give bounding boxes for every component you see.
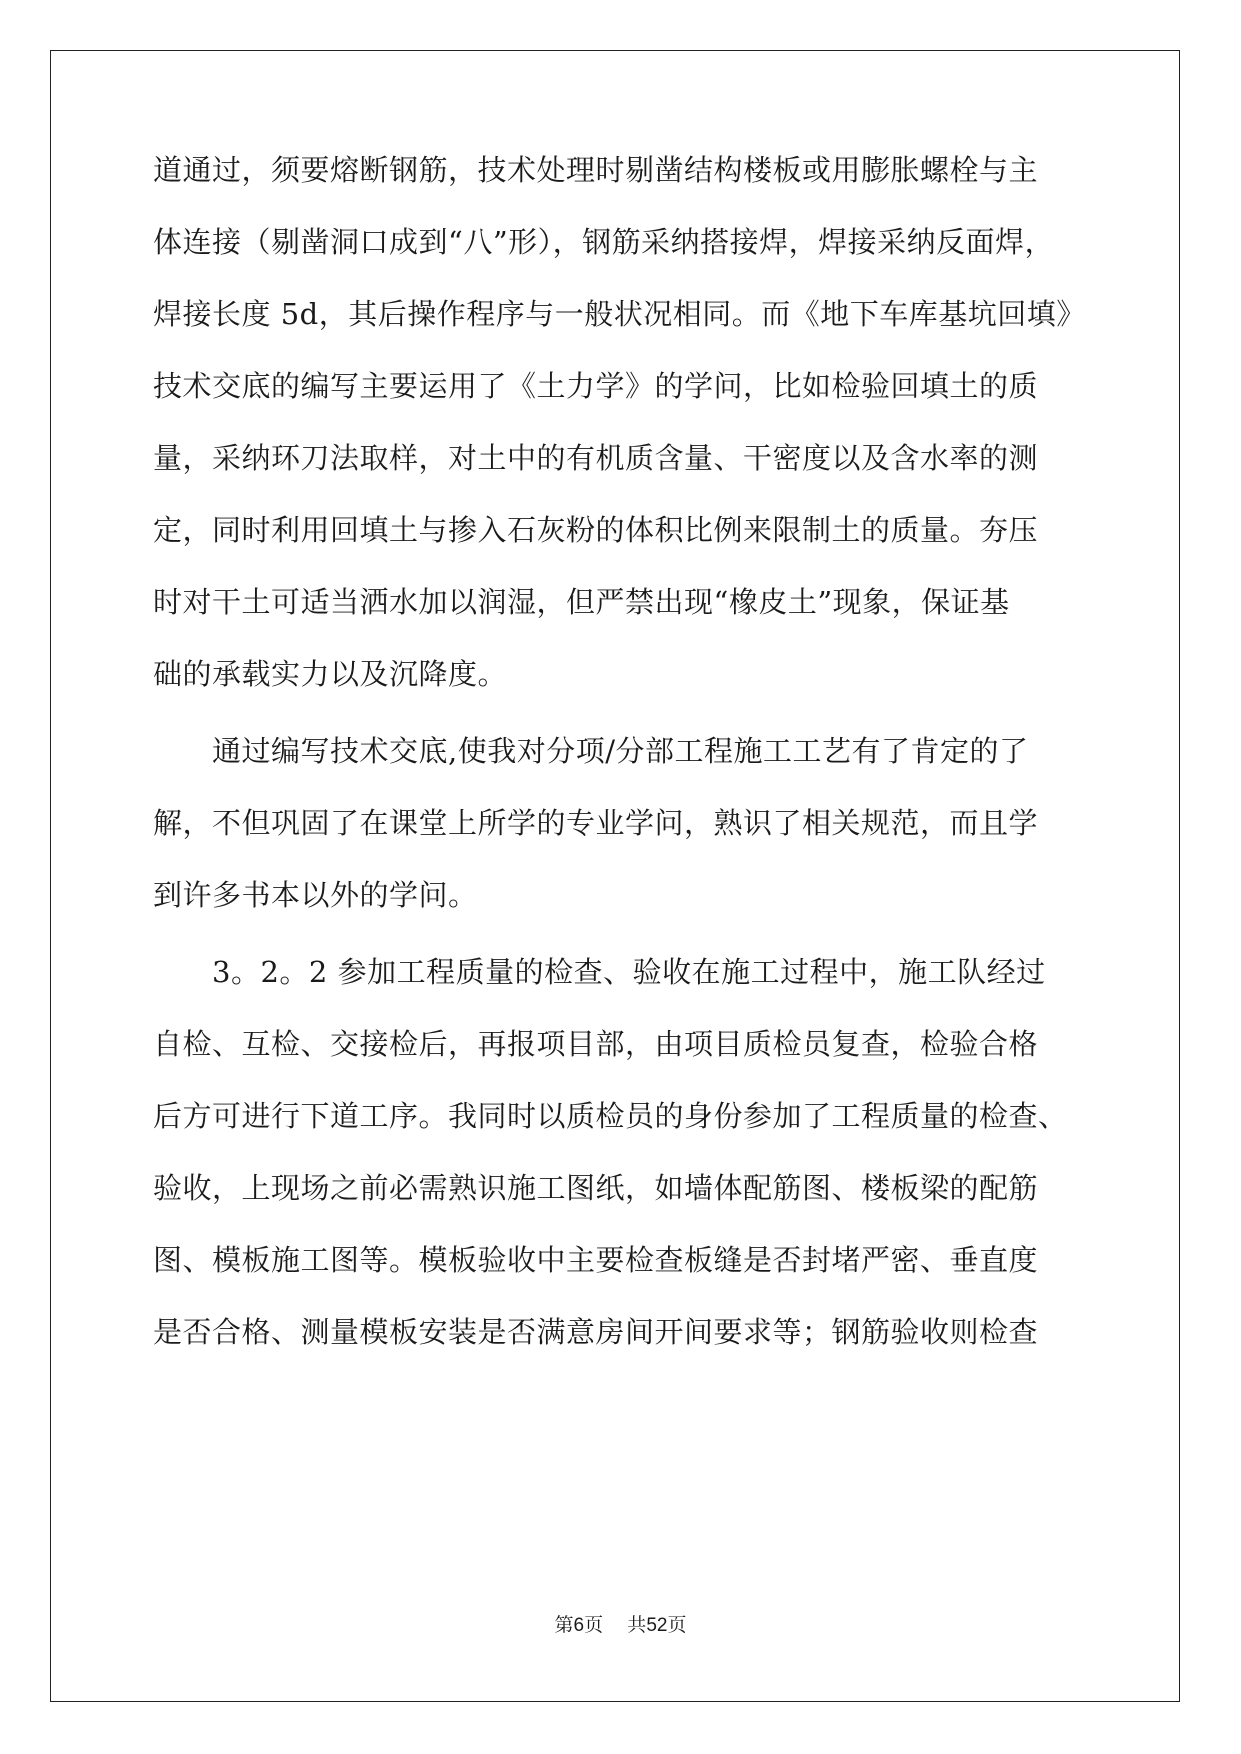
text-line: 定，同时利用回填土与掺入石灰粉的体积比例来限制土的质量。夯压	[153, 513, 1039, 547]
total-pages: 52	[646, 1615, 668, 1636]
text-line: 解，不但巩固了在课堂上所学的专业学问，熟识了相关规范，而且学	[153, 806, 1039, 840]
page-prefix: 第	[554, 1614, 574, 1636]
total-suffix: 页	[667, 1614, 687, 1636]
text-line: 础的承载实力以及沉降度。	[153, 657, 508, 691]
text-line: 通过编写技术交底,使我对分项/分部工程施工工艺有了肯定的了	[153, 734, 1029, 768]
total-prefix: 共	[627, 1614, 647, 1636]
text-line: 到许多书本以外的学问。	[153, 878, 478, 912]
text-line: 道通过，须要熔断钢筋，技术处理时剔凿结构楼板或用膨胀螺栓与主	[153, 153, 1039, 187]
text-line: 焊接长度 5d，其后操作程序与一般状况相同。而《地下车库基坑回填》	[153, 297, 1086, 331]
text-line: 技术交底的编写主要运用了《土力学》的学问，比如检验回填土的质	[153, 369, 1039, 403]
page-suffix: 页	[584, 1614, 604, 1636]
page-footer	[0, 1612, 1241, 1639]
text-line: 是否合格、测量模板安装是否满意房间开间要求等；钢筋验收则检查	[153, 1315, 1039, 1349]
text-line: 3。2。2 参加工程质量的检查、验收在施工过程中，施工队经过	[153, 955, 1046, 989]
text-line: 自检、互检、交接检后，再报项目部，由项目质检员复查，检验合格	[153, 1027, 1039, 1061]
text-line: 量，采纳环刀法取样，对土中的有机质含量、干密度以及含水率的测	[153, 441, 1039, 475]
text-line: 后方可进行下道工序。我同时以质检员的身份参加了工程质量的检查、	[153, 1099, 1068, 1133]
text-line: 时对干土可适当洒水加以润湿，但严禁出现“橡皮土”现象，保证基	[153, 585, 1010, 619]
page-number: 6	[573, 1615, 585, 1636]
text-line: 验收，上现场之前必需熟识施工图纸，如墙体配筋图、楼板梁的配筋	[153, 1171, 1039, 1205]
text-line: 体连接（剔凿洞口成到“八”形），钢筋采纳搭接焊，焊接采纳反面焊，	[153, 225, 1055, 259]
text-line: 图、模板施工图等。模板验收中主要检查板缝是否封堵严密、垂直度	[153, 1243, 1039, 1277]
